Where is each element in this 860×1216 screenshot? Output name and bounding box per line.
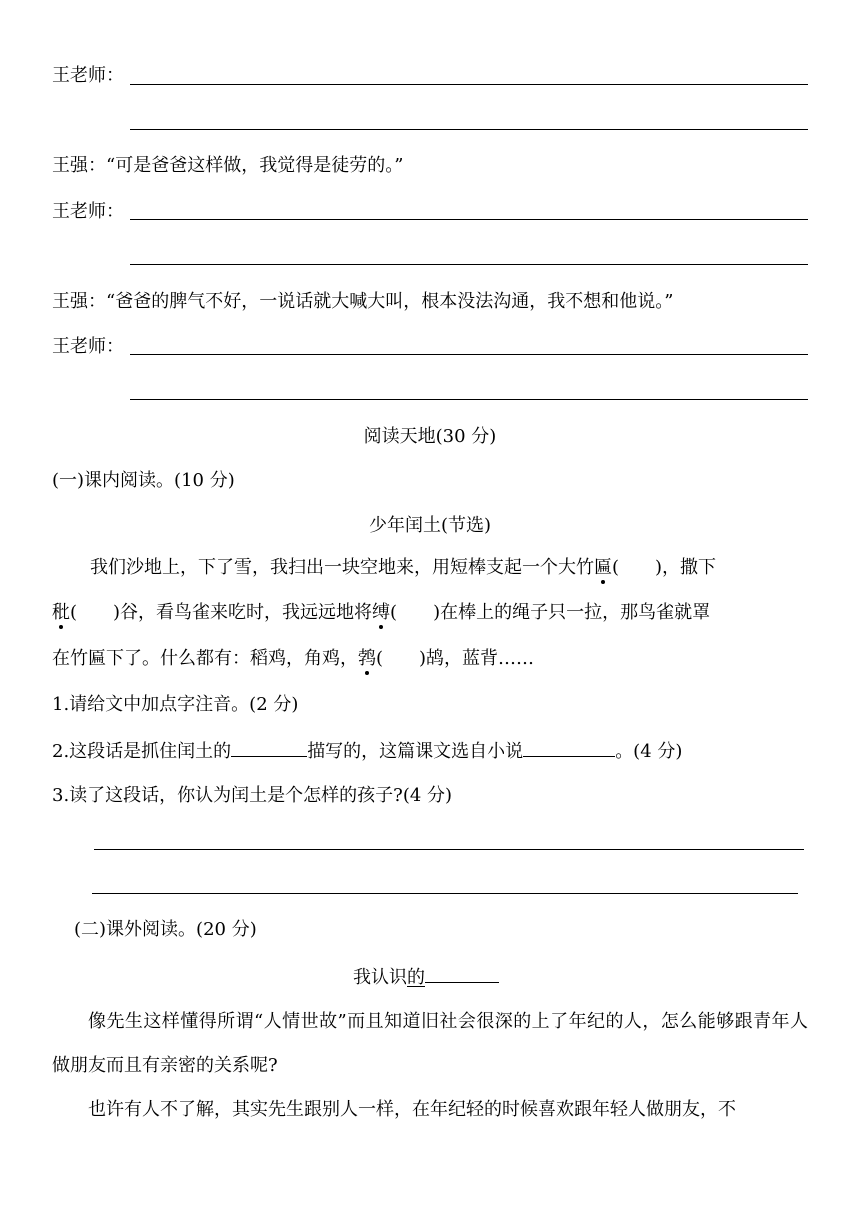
dialogue-line-2 [52, 154, 403, 178]
passage-text: ( )鸪，蓝背…… [376, 648, 535, 669]
question-text: 2.这段话是抓住闰土的 [52, 741, 232, 762]
part2-heading: (二)课外阅读。(20 分) [74, 919, 257, 940]
dialogue-speaker-1: 王老师： [52, 65, 124, 86]
dialogue-text-2: “可是爸爸这样做，我觉得是徒劳的。” [106, 155, 404, 176]
answer-line[interactable] [130, 264, 808, 265]
title-text: 我认识 [353, 967, 407, 988]
dotted-char: 秕 [52, 602, 70, 623]
passage-line-1 [90, 556, 716, 580]
question-text: 。(4 分) [615, 741, 683, 762]
answer-line[interactable] [130, 129, 808, 130]
dialogue-line-4 [52, 290, 673, 314]
answer-line[interactable] [130, 399, 808, 400]
dotted-char: 鹁 [358, 648, 376, 669]
fill-blank[interactable] [231, 738, 307, 757]
dotted-char: 缚 [372, 602, 391, 623]
question-3: 3.读了这段话，你认为闰土是个怎样的孩子?(4 分) [52, 785, 453, 806]
part1-heading: (一)课内阅读。(10 分) [52, 470, 235, 491]
passage-title: 少年闰土(节选) [368, 515, 492, 536]
article-paragraph-1: 像先生这样懂得所谓“人情世故”而且知道旧社会很深的上了年纪的人，怎么能够跟青年人做朋友而且有亲密的关系呢? [52, 1011, 808, 1076]
answer-line[interactable] [94, 849, 804, 850]
dialogue-speaker-3: 王老师： [52, 201, 124, 222]
fill-blank[interactable] [425, 964, 499, 983]
section-title: 阅读天地(30 分) [363, 426, 497, 447]
answer-line[interactable] [92, 893, 798, 894]
question-2 [52, 738, 682, 764]
answer-line[interactable] [130, 354, 808, 355]
passage-text: 我们沙地上，下了雪，我扫出一块空地来，用短棒支起一个大竹 [90, 557, 594, 578]
answer-line[interactable] [130, 219, 808, 220]
dialogue-speaker-4: 王强： [52, 291, 106, 312]
passage-text: ( )谷，看鸟雀来吃时，我远远地将 [70, 602, 373, 623]
article-paragraph-2: 也许有人不了解，其实先生跟别人一样，在年纪轻的时候喜欢跟年轻人做朋友，不 [88, 1099, 736, 1120]
answer-line[interactable] [130, 84, 808, 85]
passage-text: 在竹匾下了。什么都有：稻鸡，角鸡， [52, 648, 358, 669]
question-text: 描写的，这篇课文选自小说 [307, 741, 524, 762]
passage-line-2 [52, 601, 710, 625]
passage-text: ( )在棒上的绳子只一拉，那鸟雀就罩 [390, 602, 711, 623]
part2-title [353, 964, 499, 990]
dotted-char: 匾 [594, 557, 612, 578]
dialogue-speaker-5: 王老师： [52, 336, 124, 357]
dialogue-speaker-2: 王强： [52, 155, 106, 176]
passage-text: ( )，撒下 [612, 557, 717, 578]
question-1: 1.请给文中加点字注音。(2 分) [52, 694, 299, 715]
passage-line-3 [52, 647, 534, 671]
fill-blank[interactable] [523, 738, 615, 757]
title-underlined-text: 的 [407, 967, 425, 988]
dialogue-text-4: “爸爸的脾气不好，一说话就大喊大叫，根本没法沟通，我不想和他说。” [106, 291, 674, 312]
